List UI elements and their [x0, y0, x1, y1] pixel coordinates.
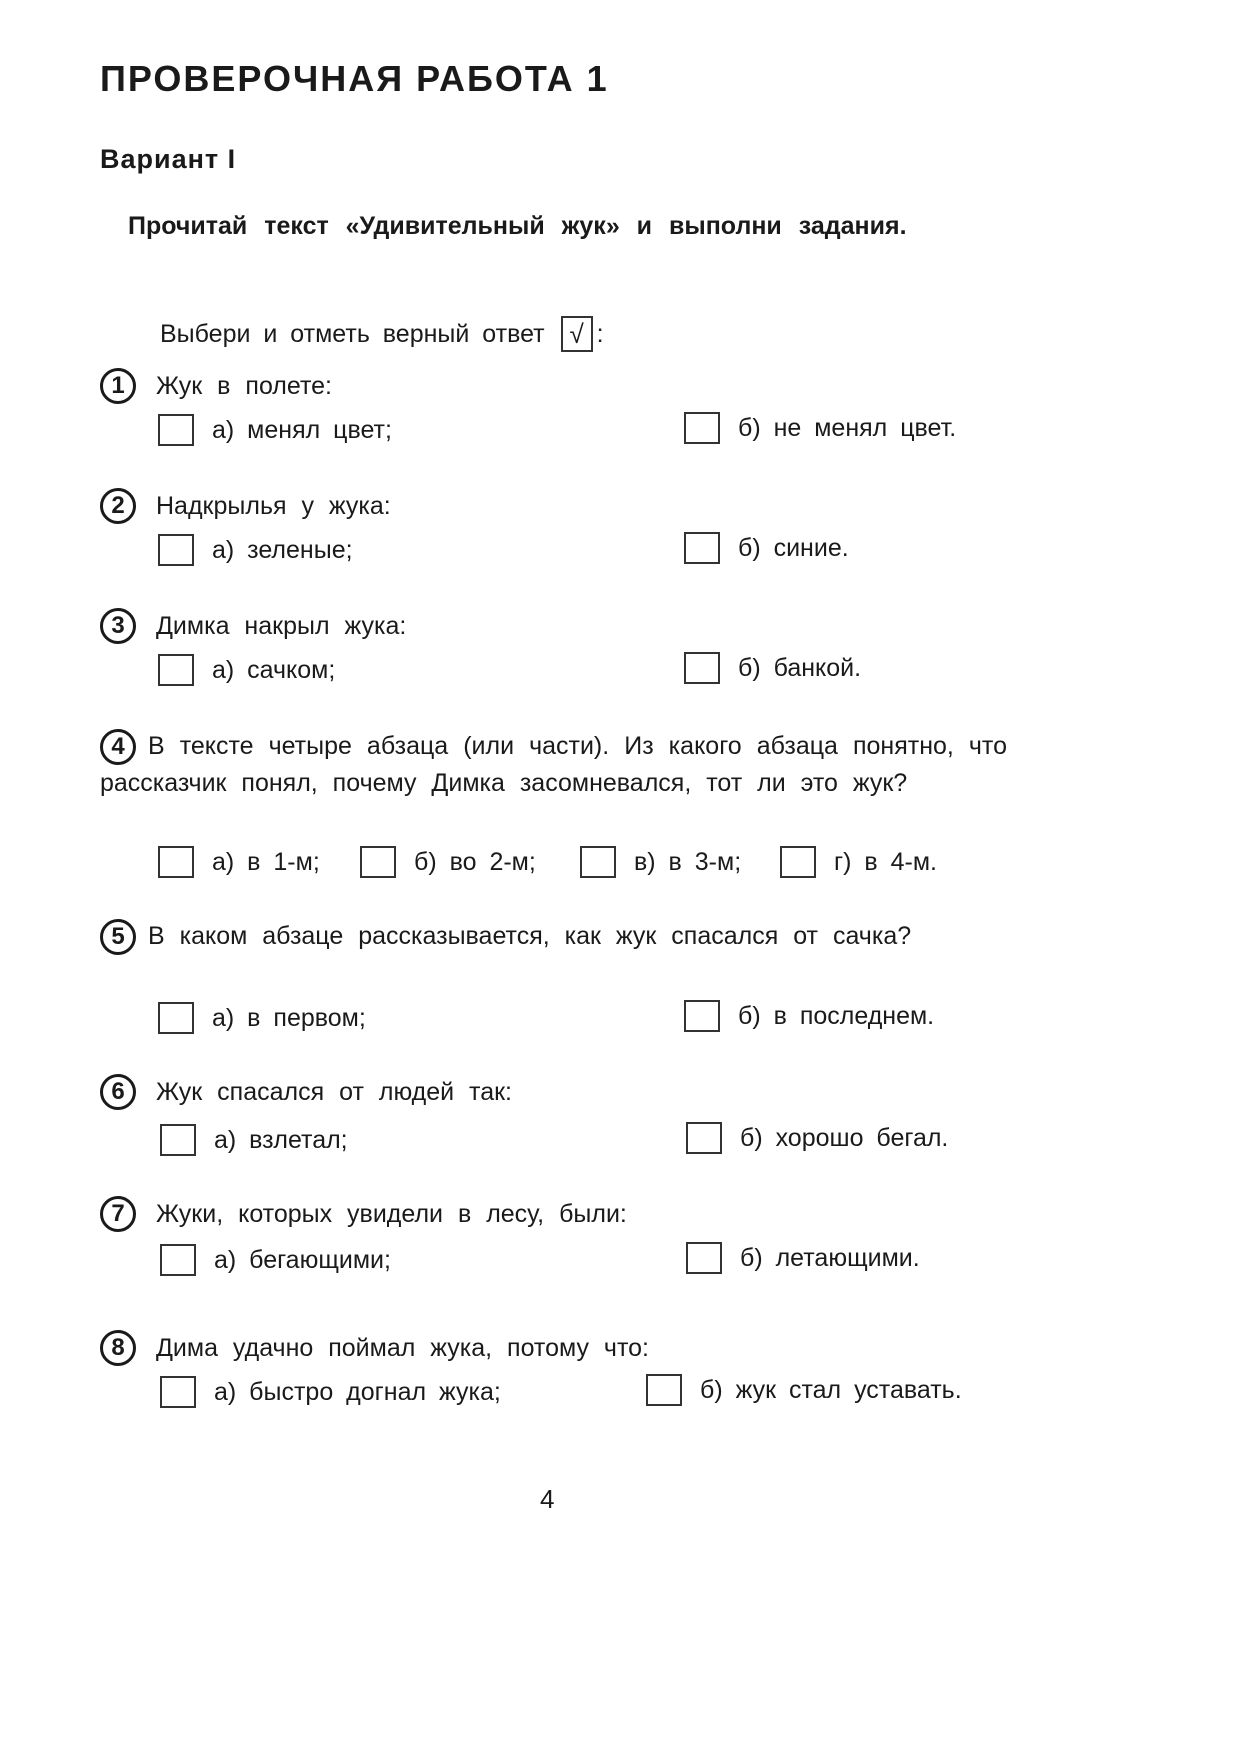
q4-option-d[interactable]	[780, 846, 937, 878]
page-title: ПРОВЕРОЧНАЯ РАБОТА 1	[100, 58, 609, 99]
option-label: б) синие.	[738, 533, 849, 562]
answer-checkbox[interactable]	[160, 1124, 196, 1156]
q2-option-a[interactable]	[158, 534, 353, 566]
question-number-1: 1	[100, 368, 136, 404]
q5-option-b[interactable]	[684, 1000, 934, 1032]
question-number-3: 3	[100, 608, 136, 644]
variant-heading: Вариант I	[100, 144, 237, 174]
question-5	[100, 918, 1007, 955]
choose-label: Выбери и отметь верный ответ	[160, 319, 545, 348]
option-label: в) в 3-м;	[634, 847, 742, 876]
option-label: а) зеленые;	[212, 535, 353, 564]
q1-option-a[interactable]	[158, 414, 392, 446]
question-4-text: В тексте четыре абзаца (или части). Из какого абзаца понятно, что рассказчик понял, почему Димка засомневался, тот ли это жук?	[100, 732, 1007, 798]
question-8	[100, 1330, 649, 1366]
option-label: б) во 2-м;	[414, 847, 536, 876]
question-6-text: Жук спасался от людей так:	[156, 1077, 512, 1106]
question-3-text: Димка накрыл жука:	[156, 611, 407, 640]
question-3	[100, 608, 406, 644]
answer-checkbox[interactable]	[684, 532, 720, 564]
question-1-text: Жук в полете:	[156, 371, 332, 400]
question-number-6: 6	[100, 1074, 136, 1110]
answer-checkbox[interactable]	[686, 1122, 722, 1154]
question-8-text: Дима удачно поймал жука, потому что:	[156, 1333, 649, 1362]
answer-checkbox[interactable]	[646, 1374, 682, 1406]
option-label: б) банкой.	[738, 653, 862, 682]
option-label: а) менял цвет;	[212, 415, 392, 444]
answer-checkbox[interactable]	[684, 412, 720, 444]
question-number-5: 5	[100, 919, 136, 955]
answer-checkbox[interactable]	[684, 652, 720, 684]
answer-checkbox[interactable]	[158, 534, 194, 566]
option-label: а) в 1-м;	[212, 847, 320, 876]
page-number: 4	[540, 1484, 555, 1514]
option-label: б) хорошо бегал.	[740, 1123, 949, 1152]
answer-checkbox[interactable]	[780, 846, 816, 878]
check-sample-box: √	[561, 316, 593, 352]
q8-option-b[interactable]	[646, 1374, 962, 1406]
q6-option-b[interactable]	[686, 1122, 948, 1154]
q1-option-b[interactable]	[684, 412, 956, 444]
option-label: б) не менял цвет.	[738, 413, 957, 442]
q5-option-a[interactable]	[158, 1002, 366, 1034]
question-5-text: В каком абзаце рассказывается, как жук спасался от сачка?	[148, 922, 912, 950]
question-number-4: 4	[100, 729, 136, 765]
q4-option-c[interactable]	[580, 846, 741, 878]
option-label: а) бегающими;	[214, 1245, 391, 1274]
question-4	[100, 728, 1007, 801]
answer-checkbox[interactable]	[158, 414, 194, 446]
question-6	[100, 1074, 512, 1110]
option-label: б) жук стал уставать.	[700, 1375, 962, 1404]
answer-checkbox[interactable]	[160, 1376, 196, 1408]
q4-option-b[interactable]	[360, 846, 536, 878]
answer-checkbox[interactable]	[158, 1002, 194, 1034]
option-label: г) в 4-м.	[834, 847, 937, 876]
q8-option-a[interactable]	[160, 1376, 501, 1408]
option-label: б) летающими.	[740, 1243, 920, 1272]
option-label: а) быстро догнал жука;	[214, 1377, 501, 1406]
question-2-text: Надкрылья у жука:	[156, 491, 391, 520]
answer-checkbox[interactable]	[580, 846, 616, 878]
question-7	[100, 1196, 627, 1232]
answer-checkbox[interactable]	[686, 1242, 722, 1274]
question-2	[100, 488, 391, 524]
answer-checkbox[interactable]	[158, 846, 194, 878]
question-7-text: Жуки, которых увидели в лесу, были:	[156, 1199, 627, 1228]
answer-checkbox[interactable]	[684, 1000, 720, 1032]
choose-tail: :	[596, 319, 604, 348]
answer-checkbox[interactable]	[360, 846, 396, 878]
question-number-8: 8	[100, 1330, 136, 1366]
answer-checkbox[interactable]	[160, 1244, 196, 1276]
question-number-7: 7	[100, 1196, 136, 1232]
q7-option-a[interactable]	[160, 1244, 391, 1276]
q3-option-a[interactable]	[158, 654, 335, 686]
option-label: а) взлетал;	[214, 1125, 348, 1154]
instruction: Прочитай текст «Удивительный жук» и выполни задания.	[128, 212, 907, 240]
answer-checkbox[interactable]	[158, 654, 194, 686]
choose-instruction	[160, 316, 604, 352]
q3-option-b[interactable]	[684, 652, 861, 684]
q2-option-b[interactable]	[684, 532, 849, 564]
option-label: а) в первом;	[212, 1003, 366, 1032]
option-label: б) в последнем.	[738, 1001, 935, 1030]
question-1	[100, 368, 332, 404]
option-label: а) сачком;	[212, 655, 336, 684]
question-number-2: 2	[100, 488, 136, 524]
q7-option-b[interactable]	[686, 1242, 920, 1274]
q6-option-a[interactable]	[160, 1124, 348, 1156]
q4-option-a[interactable]	[158, 846, 320, 878]
